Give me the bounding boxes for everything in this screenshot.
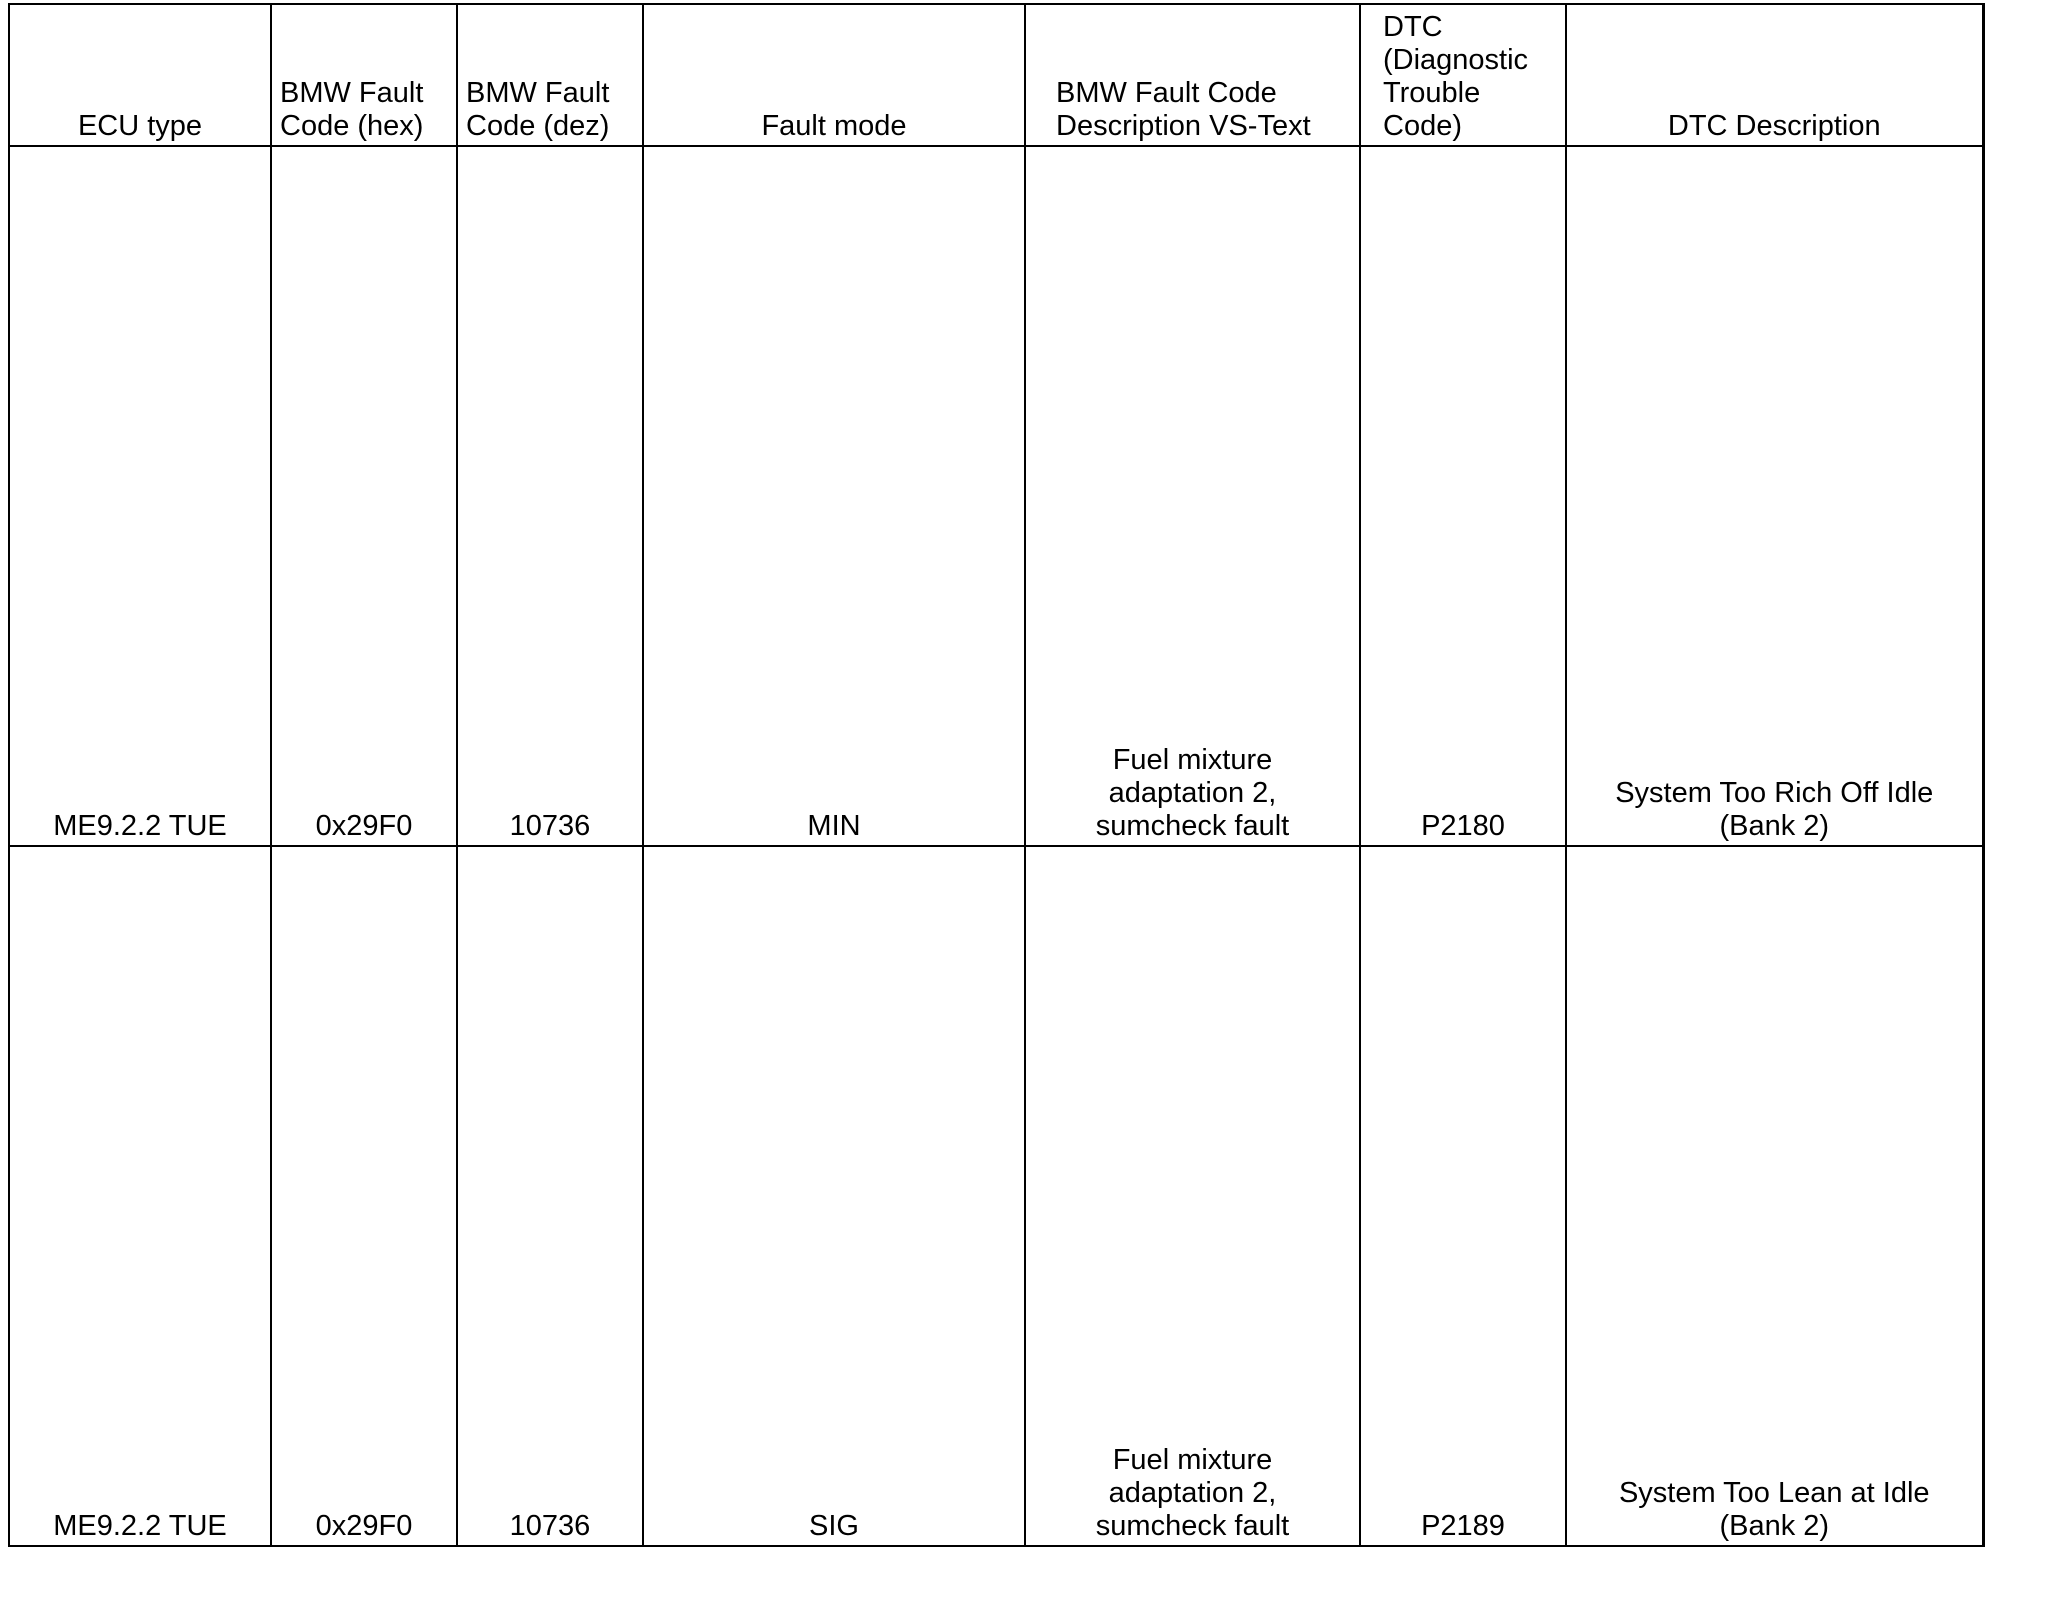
cell-fault-code-dez: 10736 bbox=[457, 846, 643, 1546]
cell-ecu-type: ME9.2.2 TUE bbox=[9, 846, 271, 1546]
table-row bbox=[9, 146, 1983, 846]
cell-dtc-description: System Too Rich Off Idle (Bank 2) bbox=[1566, 146, 1983, 846]
header-fault-code-dez: BMW Fault Code (dez) bbox=[457, 4, 643, 146]
header-dtc: DTC (Diagnostic Trouble Code) bbox=[1360, 4, 1566, 146]
header-fault-mode: Fault mode bbox=[643, 4, 1025, 146]
fault-code-table bbox=[8, 3, 1985, 1547]
cell-dtc: P2189 bbox=[1360, 846, 1566, 1546]
header-description-vs-text: BMW Fault Code Description VS-Text bbox=[1025, 4, 1360, 146]
header-ecu-type: ECU type bbox=[9, 4, 271, 146]
header-fault-code-hex: BMW Fault Code (hex) bbox=[271, 4, 457, 146]
cell-fault-code-dez: 10736 bbox=[457, 146, 643, 846]
cell-fault-mode: MIN bbox=[643, 146, 1025, 846]
cell-dtc: P2180 bbox=[1360, 146, 1566, 846]
header-dtc-description: DTC Description bbox=[1566, 4, 1983, 146]
cell-fault-code-hex: 0x29F0 bbox=[271, 146, 457, 846]
table-header-row bbox=[9, 4, 1983, 146]
cell-ecu-type: ME9.2.2 TUE bbox=[9, 146, 271, 846]
cell-description-vs-text: Fuel mixture adaptation 2, sumcheck fault bbox=[1025, 846, 1360, 1546]
table-row bbox=[9, 846, 1983, 1546]
cell-description-vs-text: Fuel mixture adaptation 2, sumcheck fault bbox=[1025, 146, 1360, 846]
cell-dtc-description: System Too Lean at Idle (Bank 2) bbox=[1566, 846, 1983, 1546]
cell-fault-code-hex: 0x29F0 bbox=[271, 846, 457, 1546]
fault-code-sheet bbox=[8, 3, 1985, 1547]
cell-fault-mode: SIG bbox=[643, 846, 1025, 1546]
